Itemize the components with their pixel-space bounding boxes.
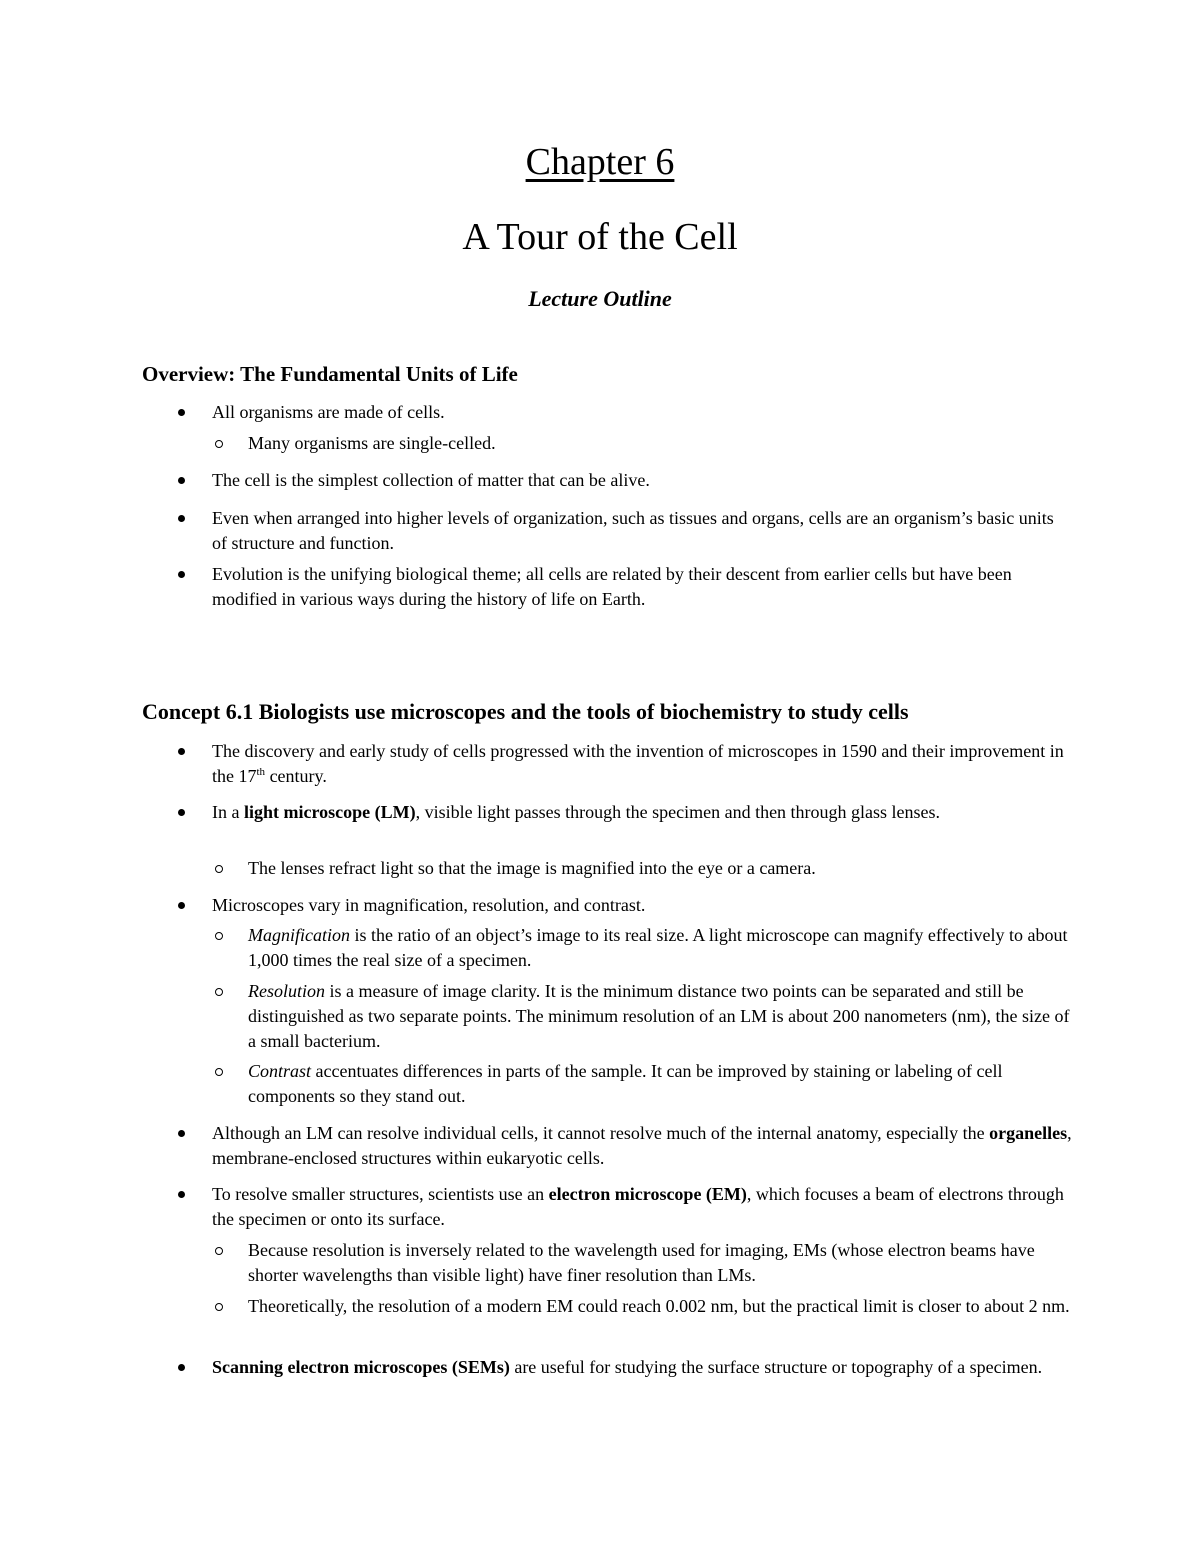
list-item-text: Scanning electron microscopes (SEMs) are useful for studying the surface structure or topography of a specimen. (212, 1357, 1043, 1377)
key-term: Resolution (248, 981, 325, 1001)
circle-bullet-icon (215, 440, 223, 448)
sub-list-item (248, 1294, 1078, 1319)
sub-list-item (248, 979, 1078, 1054)
bullet-icon (178, 409, 185, 416)
key-term: light microscope (LM) (243, 802, 416, 822)
sub-list-item (248, 923, 1078, 973)
list-item-text: Magnification is the ratio of an object’s image to its real size. A light microscope can magnify effectively to about 1,000 times the real size of a specimen. (248, 925, 1068, 970)
key-term: organelles (989, 1123, 1068, 1143)
sub-list-item (248, 1238, 1078, 1288)
list-item (212, 400, 1072, 425)
bullet-icon (178, 748, 185, 755)
document-subtitle: Lecture Outline (528, 286, 672, 311)
list-item (212, 1121, 1072, 1171)
bullet-icon (178, 902, 185, 909)
list-item-text: All organisms are made of cells. (212, 402, 445, 422)
bullet-icon (178, 477, 185, 484)
list-item-text: Because resolution is inversely related to the wavelength used for imaging, EMs (whose electron beams have shorter wavelengths than visible light) have finer resolution than LMs. (248, 1240, 1035, 1285)
superscript: th (256, 766, 266, 778)
circle-bullet-icon (215, 988, 223, 996)
circle-bullet-icon (215, 1247, 223, 1255)
bullet-icon (178, 1130, 185, 1137)
key-term: Scanning electron microscopes (SEMs) (212, 1357, 510, 1377)
list-item-text: Many organisms are single-celled. (248, 433, 496, 453)
list-item-text: The cell is the simplest collection of matter that can be alive. (212, 470, 650, 490)
list-item-text: Although an LM can resolve individual cells, it cannot resolve much of the internal anatomy, especially the organelles, membrane-enclosed structures within eukaryotic cells. (212, 1123, 1072, 1168)
list-item (212, 1355, 1072, 1380)
bullet-icon (178, 1191, 185, 1198)
list-item (212, 893, 1072, 918)
bullet-icon (178, 809, 185, 816)
key-term: Magnification (248, 925, 350, 945)
list-item-text: The discovery and early study of cells progressed with the invention of microscopes in 1590 and their improvement in the 17th century. (212, 741, 1064, 786)
list-item-text: Evolution is the unifying biological theme; all cells are related by their descent from earlier cells but have been modified in various ways during the history of life on Earth. (212, 564, 1012, 609)
list-item (212, 506, 1072, 556)
sub-list-item (248, 856, 1078, 881)
bullet-icon (178, 571, 185, 578)
bullet-icon (178, 515, 185, 522)
bullet-icon (178, 1364, 185, 1371)
list-item-text: Resolution is a measure of image clarity. It is the minimum distance two points can be separated and still be distinguished as two separate points. The minimum resolution of an LM is about 200 nanometers (nm), the size of a small bacterium. (248, 981, 1070, 1051)
sub-list-item (248, 431, 1078, 456)
list-item-text: To resolve smaller structures, scientists use an electron microscope (EM), which focuses a beam of electrons through the specimen or onto its surface. (212, 1184, 1064, 1229)
list-item-text: Contrast accentuates differences in parts of the sample. It can be improved by staining or labeling of cell components so they stand out. (248, 1061, 1003, 1106)
circle-bullet-icon (215, 1303, 223, 1311)
list-item (212, 1182, 1072, 1232)
list-item-text: Even when arranged into higher levels of organization, such as tissues and organs, cells are an organism’s basic units of structure and function. (212, 508, 1054, 553)
list-item (212, 800, 1072, 825)
list-item-text: Theoretically, the resolution of a modern EM could reach 0.002 nm, but the practical limit is closer to about 2 nm. (248, 1296, 1070, 1316)
circle-bullet-icon (215, 865, 223, 873)
list-item (212, 562, 1072, 612)
list-item (212, 468, 1072, 493)
list-item-text: Microscopes vary in magnification, resolution, and contrast. (212, 895, 646, 915)
circle-bullet-icon (215, 932, 223, 940)
list-item-text: The lenses refract light so that the image is magnified into the eye or a camera. (248, 858, 816, 878)
key-term: electron microscope (EM) (548, 1184, 747, 1204)
chapter-title: Chapter 6 (525, 141, 675, 183)
list-item-text: In a light microscope (LM), visible light passes through the specimen and then through glass lenses. (212, 802, 941, 822)
circle-bullet-icon (215, 1068, 223, 1076)
key-term: Contrast (248, 1061, 312, 1081)
list-item (212, 739, 1072, 789)
section-heading-concept-6-1: Concept 6.1 Biologists use microscopes and the tools of biochemistry to study cells (142, 699, 909, 724)
section-heading-overview: Overview: The Fundamental Units of Life (142, 362, 518, 386)
document-title: A Tour of the Cell (462, 216, 738, 258)
sub-list-item (248, 1059, 1078, 1109)
